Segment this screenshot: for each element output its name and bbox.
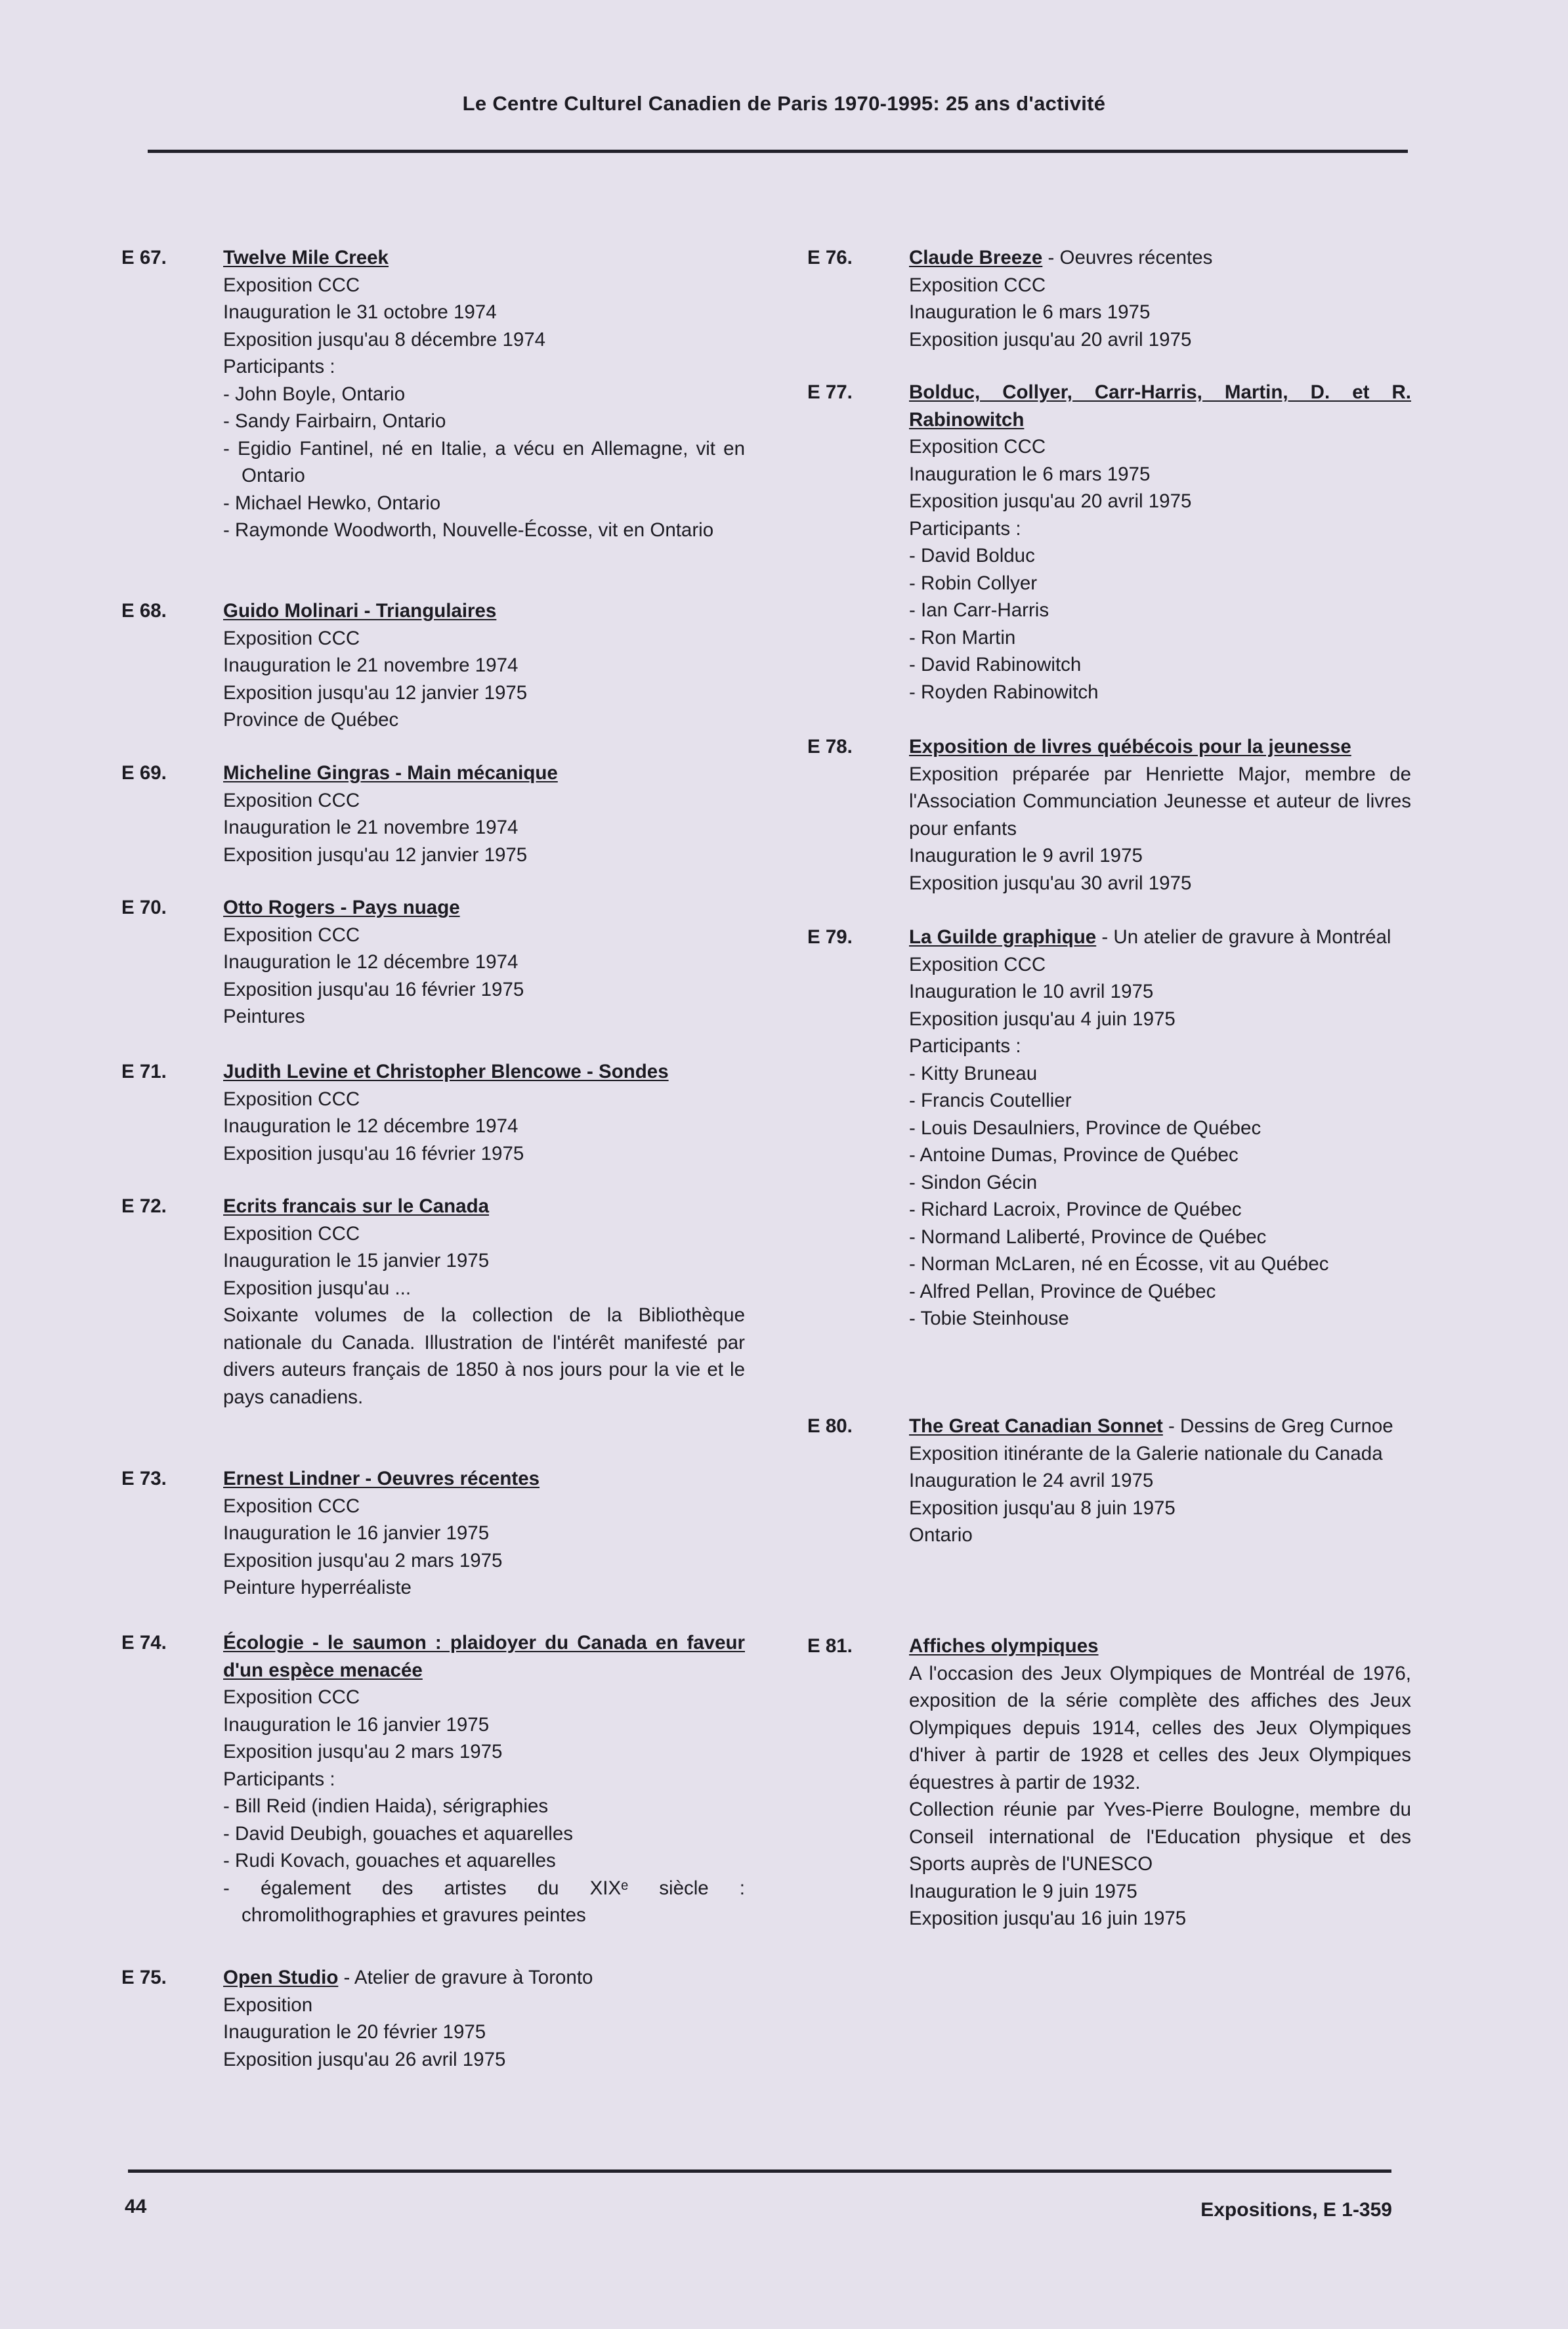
participant-item: - Francis Coutellier	[909, 1090, 1072, 1111]
participant-item: - David Deubigh, gouaches et aquarelles	[223, 1822, 573, 1845]
entry-body	[909, 733, 1411, 897]
entry-heading	[223, 1465, 745, 1493]
entry-heading	[909, 244, 1411, 272]
entry-detail-line: Participants :	[223, 356, 335, 377]
entry-detail-line: Exposition jusqu'au 26 avril 1975	[223, 2048, 506, 2070]
participant-item: - Bill Reid (indien Haida), sérigraphies	[223, 1795, 549, 1817]
entry-heading	[909, 733, 1411, 761]
entry-body	[909, 1633, 1411, 1933]
participant-item: - Royden Rabinowitch	[909, 681, 1099, 703]
entry-detail-line: Exposition jusqu'au 4 juin 1975	[909, 1008, 1176, 1030]
entry-body	[909, 244, 1411, 353]
entry-heading	[909, 1633, 1411, 1660]
entry-title: Twelve Mile Creek	[223, 247, 389, 268]
participant-item: - Tobie Steinhouse	[909, 1308, 1069, 1329]
entry-description: Exposition préparée par Henriette Major, membre de l'Association Communciation Jeunesse et auteur de livres pour enfants	[909, 763, 1411, 840]
entry-description: Exposition jusqu'au 16 juin 1975	[909, 1908, 1187, 1929]
exhibition-entry	[121, 1629, 745, 1929]
exhibition-entry	[121, 1193, 745, 1411]
exhibition-entry	[121, 597, 745, 734]
entry-detail-line: Exposition CCC	[223, 1222, 360, 1245]
participant-item: - Raymonde Woodworth, Nouvelle-Écosse, vit en Ontario	[223, 519, 714, 541]
exhibition-entry	[121, 1058, 745, 1167]
participant-item: - Antoine Dumas, Province de Québec	[909, 1144, 1239, 1166]
entry-detail-line: Inauguration le 15 janvier 1975	[223, 1250, 490, 1271]
entry-detail-line: Inauguration le 20 février 1975	[223, 2021, 486, 2043]
entry-body	[223, 1629, 745, 1929]
entry-description: Exposition jusqu'au 30 avril 1975	[909, 872, 1192, 894]
entry-detail-line: Exposition jusqu'au 8 juin 1975	[909, 1497, 1176, 1519]
participant-item: - Robin Collyer	[909, 572, 1038, 594]
entry-heading	[223, 1193, 745, 1220]
entry-detail-line: Exposition jusqu'au 8 décembre 1974	[223, 328, 546, 351]
entry-heading	[223, 894, 745, 922]
exhibition-entry	[807, 924, 1411, 1333]
entry-title: La Guilde graphique	[909, 926, 1097, 948]
entry-number: E 74.	[121, 1632, 167, 1654]
footer-section-label: Expositions, E 1-359	[1200, 2199, 1392, 2221]
exhibition-entry	[121, 759, 745, 868]
entry-body	[223, 244, 745, 544]
entry-number: E 81.	[807, 1635, 853, 1657]
entry-title: Écologie - le saumon : plaidoyer du Canada en faveur d'un espèce menacée	[223, 1632, 745, 1681]
participant-item: - également des artistes du XIXᵉ siècle : chromolithographies et gravures peintes	[223, 1877, 745, 1926]
entry-detail-line: Exposition jusqu'au ...	[223, 1277, 412, 1299]
entry-detail-line: Exposition jusqu'au 2 mars 1975	[223, 1741, 503, 1763]
entry-heading	[223, 1629, 745, 1684]
page-header: Le Centre Culturel Canadien de Paris 1970-1995: 25 ans d'activité	[462, 92, 1106, 115]
entry-detail-line: Inauguration le 12 décembre 1974	[223, 1115, 519, 1137]
entry-title: Otto Rogers - Pays nuage	[223, 897, 460, 918]
exhibition-entry	[807, 1413, 1411, 1549]
participant-item: - David Rabinowitch	[909, 654, 1082, 675]
entry-description: A l'occasion des Jeux Olympiques de Montréal de 1976, exposition de la série complète des affiches des Jeux Olympiques depuis 1914, celles des Jeux Olympiques d'hiver à partir de 1928 et celles des Jeux Olympiques équestres à partir de 1932.	[909, 1662, 1411, 1793]
entry-detail-line: Exposition jusqu'au 20 avril 1975	[909, 490, 1192, 512]
entry-number: E 71.	[121, 1061, 167, 1082]
entry-body	[909, 924, 1411, 1333]
entry-detail-line: Exposition CCC	[223, 789, 360, 811]
entry-number: E 75.	[121, 1967, 167, 1988]
entry-detail-line: Inauguration le 16 janvier 1975	[223, 1522, 490, 1544]
entry-detail-line: Exposition CCC	[223, 1686, 360, 1708]
entry-title: Bolduc, Collyer, Carr-Harris, Martin, D. et R. Rabinowitch	[909, 381, 1411, 431]
entry-number: E 73.	[121, 1468, 167, 1489]
entry-detail-line: Exposition CCC	[223, 274, 360, 296]
entry-detail-line: Participants :	[909, 517, 1021, 540]
participant-item: - Normand Laliberté, Province de Québec	[909, 1226, 1267, 1248]
footer-rule	[128, 2169, 1391, 2173]
exhibition-entry	[121, 1465, 745, 1602]
entry-description: Inauguration le 9 avril 1975	[909, 845, 1143, 866]
entry-description: Soixante volumes de la collection de la Bibliothèque nationale du Canada. Illustration de l'intérêt manifesté par divers auteurs français de 1850 à nos jours pour la vie et le pays canadiens.	[223, 1304, 745, 1408]
entry-detail-line: Inauguration le 12 décembre 1974	[223, 951, 519, 973]
entry-detail-line: Exposition jusqu'au 12 janvier 1975	[223, 681, 528, 704]
entry-number: E 76.	[807, 247, 853, 268]
entry-title: Open Studio	[223, 1967, 339, 1988]
participant-item: - Michael Hewko, Ontario	[223, 492, 441, 514]
entry-detail-line: Exposition CCC	[909, 436, 1046, 458]
entry-detail-line: Participants :	[223, 1768, 335, 1790]
participant-item: - Ian Carr-Harris	[909, 599, 1049, 621]
entry-heading	[909, 379, 1411, 433]
entry-detail-line: Participants :	[909, 1035, 1021, 1057]
entry-detail-line: Exposition CCC	[223, 627, 360, 649]
entry-number: E 80.	[807, 1415, 853, 1437]
participant-item: - David Bolduc	[909, 545, 1035, 566]
entry-subtitle: - Un atelier de gravure à Montréal	[1096, 926, 1391, 948]
exhibition-entry	[807, 244, 1411, 353]
participant-item: - Richard Lacroix, Province de Québec	[909, 1199, 1242, 1220]
entry-title: Ernest Lindner - Oeuvres récentes	[223, 1468, 540, 1489]
entry-subtitle: - Atelier de gravure à Toronto	[338, 1967, 593, 1988]
exhibition-entry	[121, 244, 745, 544]
entry-subtitle: - Oeuvres récentes	[1042, 247, 1213, 268]
entry-heading	[223, 1964, 745, 1992]
entry-body	[909, 379, 1411, 706]
entry-detail-line: Inauguration le 16 janvier 1975	[223, 1713, 490, 1736]
participant-item: - Rudi Kovach, gouaches et aquarelles	[223, 1850, 556, 1871]
entry-subtitle: - Dessins de Greg Curnoe	[1162, 1415, 1393, 1437]
entry-body	[223, 1193, 745, 1411]
entry-body	[223, 1465, 745, 1602]
entry-detail-line: Inauguration le 10 avril 1975	[909, 981, 1154, 1002]
entry-title: Judith Levine et Christopher Blencowe - Sondes	[223, 1061, 669, 1082]
entry-body	[223, 894, 745, 1031]
page-number: 44	[125, 2196, 147, 2217]
exhibition-entry	[121, 1964, 745, 2073]
entry-detail-line: Exposition jusqu'au 16 février 1975	[223, 978, 524, 1000]
participant-item: - Egidio Fantinel, né en Italie, a vécu en Allemagne, vit en Ontario	[223, 437, 745, 486]
entry-detail-line: Exposition jusqu'au 20 avril 1975	[909, 328, 1192, 351]
entry-number: E 69.	[121, 762, 167, 784]
entry-detail-line: Exposition CCC	[909, 274, 1046, 296]
entry-title: Exposition de livres québécois pour la jeunesse	[909, 736, 1351, 758]
entry-detail-line: Inauguration le 6 mars 1975	[909, 463, 1151, 485]
entry-number: E 79.	[807, 926, 853, 948]
entry-detail-line: Inauguration le 21 novembre 1974	[223, 817, 519, 838]
entry-detail-line: Inauguration le 6 mars 1975	[909, 301, 1151, 323]
entry-heading	[909, 924, 1411, 951]
entry-detail-line: Exposition	[223, 1994, 313, 2016]
entry-detail-line: Exposition CCC	[223, 1495, 360, 1517]
entry-body	[223, 1058, 745, 1167]
entry-number: E 78.	[807, 736, 853, 758]
header-rule	[148, 150, 1408, 153]
entry-heading	[223, 1058, 745, 1086]
exhibition-entry	[807, 1633, 1411, 1933]
participant-item: - Kitty Bruneau	[909, 1062, 1038, 1084]
entry-title: Claude Breeze	[909, 247, 1043, 268]
participant-item: - Sindon Gécin	[909, 1171, 1038, 1193]
entry-detail-line: Exposition CCC	[223, 1088, 360, 1110]
participant-item: - John Boyle, Ontario	[223, 383, 406, 405]
entry-heading	[909, 1413, 1411, 1440]
participant-item: - Ron Martin	[909, 626, 1016, 649]
entry-body	[223, 1964, 745, 2073]
entry-detail-line: Peintures	[223, 1006, 305, 1027]
exhibition-entry	[807, 379, 1411, 706]
participant-item: - Louis Desaulniers, Province de Québec	[909, 1117, 1261, 1139]
participant-item: - Norman McLaren, né en Écosse, vit au Québec	[909, 1253, 1329, 1275]
exhibition-entry	[121, 894, 745, 1031]
entry-description: Inauguration le 9 juin 1975	[909, 1880, 1137, 1902]
entry-title: Ecrits francais sur le Canada	[223, 1195, 489, 1217]
entry-detail-line: Exposition itinérante de la Galerie nationale du Canada	[909, 1442, 1383, 1464]
entry-body	[223, 597, 745, 734]
entry-heading	[223, 597, 745, 625]
entry-detail-line: Exposition jusqu'au 12 janvier 1975	[223, 844, 528, 866]
entry-detail-line: Inauguration le 31 octobre 1974	[223, 301, 497, 323]
participant-item: - Alfred Pellan, Province de Québec	[909, 1280, 1216, 1302]
entry-body	[909, 1413, 1411, 1549]
entry-number: E 68.	[121, 600, 167, 622]
entry-detail-line: Peinture hyperréaliste	[223, 1577, 412, 1598]
entry-body	[223, 759, 745, 868]
entry-detail-line: Exposition jusqu'au 16 février 1975	[223, 1142, 524, 1164]
entry-detail-line: Ontario	[909, 1524, 973, 1546]
entry-detail-line: Exposition CCC	[909, 953, 1046, 975]
entry-number: E 77.	[807, 381, 853, 403]
entry-detail-line: Province de Québec	[223, 709, 399, 731]
entry-detail-line: Exposition CCC	[223, 924, 360, 946]
entry-description: Collection réunie par Yves-Pierre Boulogne, membre du Conseil international de l'Education physique et des Sports auprès de l'UNESCO	[909, 1799, 1411, 1875]
entry-title: The Great Canadian Sonnet	[909, 1415, 1163, 1437]
participant-item: - Sandy Fairbairn, Ontario	[223, 410, 446, 432]
entry-number: E 70.	[121, 897, 167, 918]
entry-heading	[223, 759, 745, 787]
exhibition-entry	[807, 733, 1411, 897]
entry-heading	[223, 244, 745, 272]
entry-detail-line: Exposition jusqu'au 2 mars 1975	[223, 1549, 503, 1571]
entry-number: E 72.	[121, 1195, 167, 1217]
entry-detail-line: Inauguration le 24 avril 1975	[909, 1470, 1154, 1491]
entry-number: E 67.	[121, 247, 167, 268]
entry-title: Affiches olympiques	[909, 1635, 1099, 1657]
entry-title: Guido Molinari - Triangulaires	[223, 600, 497, 622]
entry-detail-line: Inauguration le 21 novembre 1974	[223, 654, 519, 676]
entry-title: Micheline Gingras - Main mécanique	[223, 762, 558, 784]
